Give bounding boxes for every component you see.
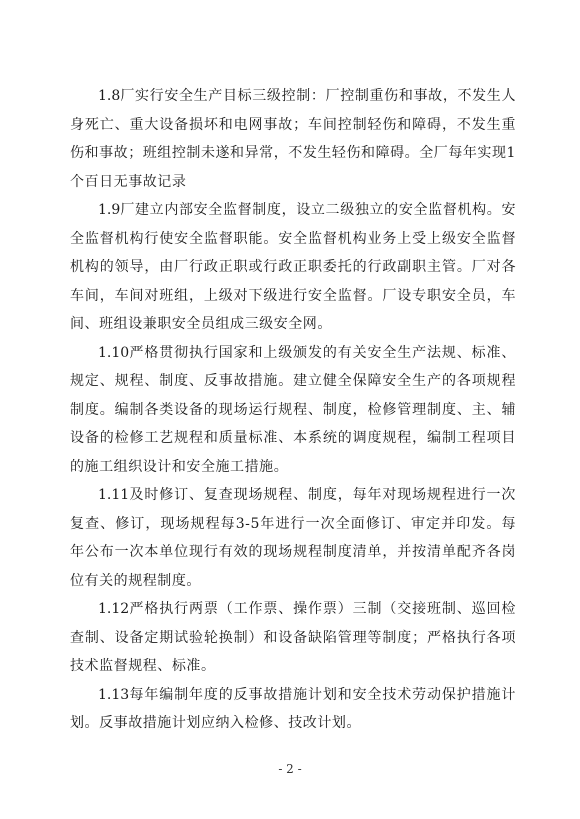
paragraph-text: 厂建立内部安全监督制度，设立二级独立的安全监督机构。安全监督机构行使安全监督职能。安全监督机构业务上受上级安全监督机构的领导，由厂行政正职或行政正职委托的行政副职主管。厂对各车间，车间对班组，上级对下级进行安全监督。厂设专职安全员，车间、班组设兼职安全员组成三级安全网。 [70, 202, 516, 332]
paragraph-number: 1.8 [98, 88, 121, 104]
paragraph-number: 1.11 [98, 487, 130, 503]
paragraph-number: 1.10 [98, 344, 130, 361]
paragraph-1-10 [70, 339, 516, 482]
paragraph-number: 1.9 [98, 202, 121, 218]
paragraph-number: 1.13 [98, 686, 130, 703]
paragraph-1-12 [70, 595, 516, 681]
paragraph-text: 及时修订、复查现场规程、制度，每年对现场规程进行一次复查、修订，现场规程每3-5年进行一次全面修订、审定并印发。每年公布一次本单位现行有效的现场规程制度清单，并按清单配齐各岗位有关的规程制度。 [70, 487, 516, 589]
paragraph-1-9 [70, 196, 516, 339]
paragraph-number: 1.12 [98, 601, 130, 617]
paragraph-1-11 [70, 481, 516, 595]
document-body [70, 82, 516, 738]
paragraph-1-13 [70, 681, 516, 738]
paragraph-1-8 [70, 82, 516, 196]
paragraph-text: 严格贯彻执行国家和上级颁发的有关安全生产法规、标准、规定、规程、制度、反事故措施。建立健全保障安全生产的各项规程制度。编制各类设备的现场运行规程、制度，检修管理制度、主、辅设备的检修工艺规程和质量标准、本系统的调度规程，编制工程项目的施工组织设计和安全施工措施。 [70, 344, 516, 475]
paragraph-text: 每年编制年度的反事故措施计划和安全技术劳动保护措施计划。反事故措施计划应纳入检修、技改计划。 [70, 686, 516, 731]
paragraph-text: 厂实行安全生产目标三级控制：厂控制重伤和事故，不发生人身死亡、重大设备损坏和电网事故；车间控制轻伤和障碍，不发生重伤和事故；班组控制未遂和异常，不发生轻伤和障碍。全厂每年实现1个百日无事故记录 [70, 88, 516, 190]
page-number: - 2 - [278, 762, 302, 776]
paragraph-text: 严格执行两票（工作票、操作票）三制（交接班制、巡回检查制、设备定期试验轮换制）和设备缺陷管理等制度；严格执行各项技术监督规程、标准。 [70, 601, 516, 674]
